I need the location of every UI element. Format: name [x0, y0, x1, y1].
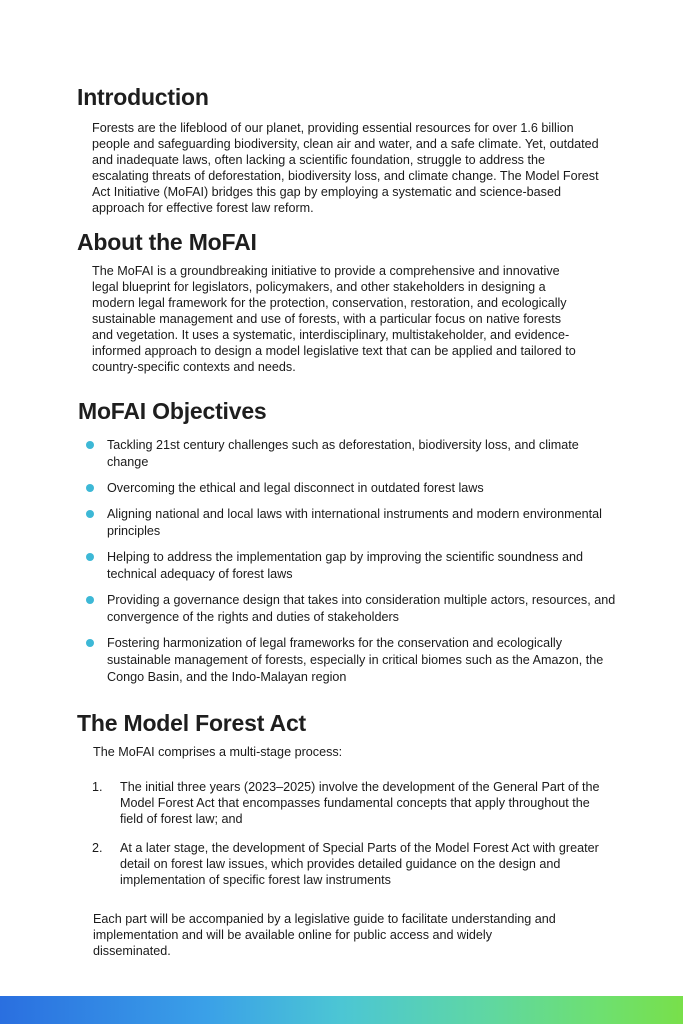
bullet-dot-icon — [86, 484, 94, 492]
bullet-dot-icon — [86, 553, 94, 561]
process-step: 1. The initial three years (2023–2025) involve the development of the General Part of the Model Forest Act that encompasses fundamental concepts that apply throughout the field of forest law; and — [92, 780, 600, 826]
process-steps-list — [92, 779, 612, 901]
footer-gradient-bar — [0, 996, 683, 1024]
objective-item: Helping to address the implementation gap by improving the scientific soundness and technical adequacy of forest laws — [86, 549, 616, 583]
objectives-heading: MoFAI Objectives — [78, 398, 267, 424]
model-act-closing: Each part will be accompanied by a legislative guide to facilitate understanding and implementation and will be available online for public access and widely disseminated. — [93, 912, 556, 958]
objective-item: Aligning national and local laws with international instruments and modern environmental principles — [86, 506, 616, 540]
bullet-dot-icon — [86, 639, 94, 647]
bullet-dot-icon — [86, 441, 94, 449]
intro-paragraph: Forests are the lifeblood of our planet, providing essential resources for over 1.6 billion people and safeguarding biodiversity, clean air and water, and a safe climate. Yet, outdated and inadequate laws, often lacking a scientific foundation, struggle to address the escalating threats of deforestation, biodiversity loss, and climate change. The Model Forest Act Initiative (MoFAI) bridges this gap by employing a systematic and science-based approach for effective forest law reform. — [92, 121, 599, 215]
intro-heading: Introduction — [77, 84, 209, 110]
process-step: 2. At a later stage, the development of Special Parts of the Model Forest Act with greater detail on forest law issues, which provides detailed guidance on the design and implementation of specific forest law instruments — [92, 841, 599, 887]
objectives-list — [86, 437, 616, 695]
objective-item: Tackling 21st century challenges such as deforestation, biodiversity loss, and climate change — [86, 437, 616, 471]
objective-item: Providing a governance design that takes into consideration multiple actors, resources, and convergence of the rights and duties of stakeholders — [86, 592, 616, 626]
model-act-lead: The MoFAI comprises a multi-stage process: — [93, 745, 343, 759]
about-heading: About the MoFAI — [77, 229, 257, 255]
model-act-heading: The Model Forest Act — [77, 710, 306, 736]
bullet-dot-icon — [86, 596, 94, 604]
objective-item: Overcoming the ethical and legal disconnect in outdated forest laws — [86, 480, 616, 497]
about-paragraph: The MoFAI is a groundbreaking initiative to provide a comprehensive and innovative legal blueprint for legislators, policymakers, and other stakeholders in designing a modern legal framework for the protection, conservation, restoration, and ecologically sustainable management and use of forests, with a particular focus on native forests and vegetation. It uses a systematic, interdisciplinary, multistakeholder, and evidence-informed approach to design a model legislative text that can be applied and tailored to country-specific contexts and needs. — [92, 264, 576, 374]
bullet-dot-icon — [86, 510, 94, 518]
objective-item: Fostering harmonization of legal frameworks for the conservation and ecologically sustainable management of forests, especially in critical biomes such as the Amazon, the Congo Basin, and the Indo-Malayan region — [86, 635, 616, 686]
